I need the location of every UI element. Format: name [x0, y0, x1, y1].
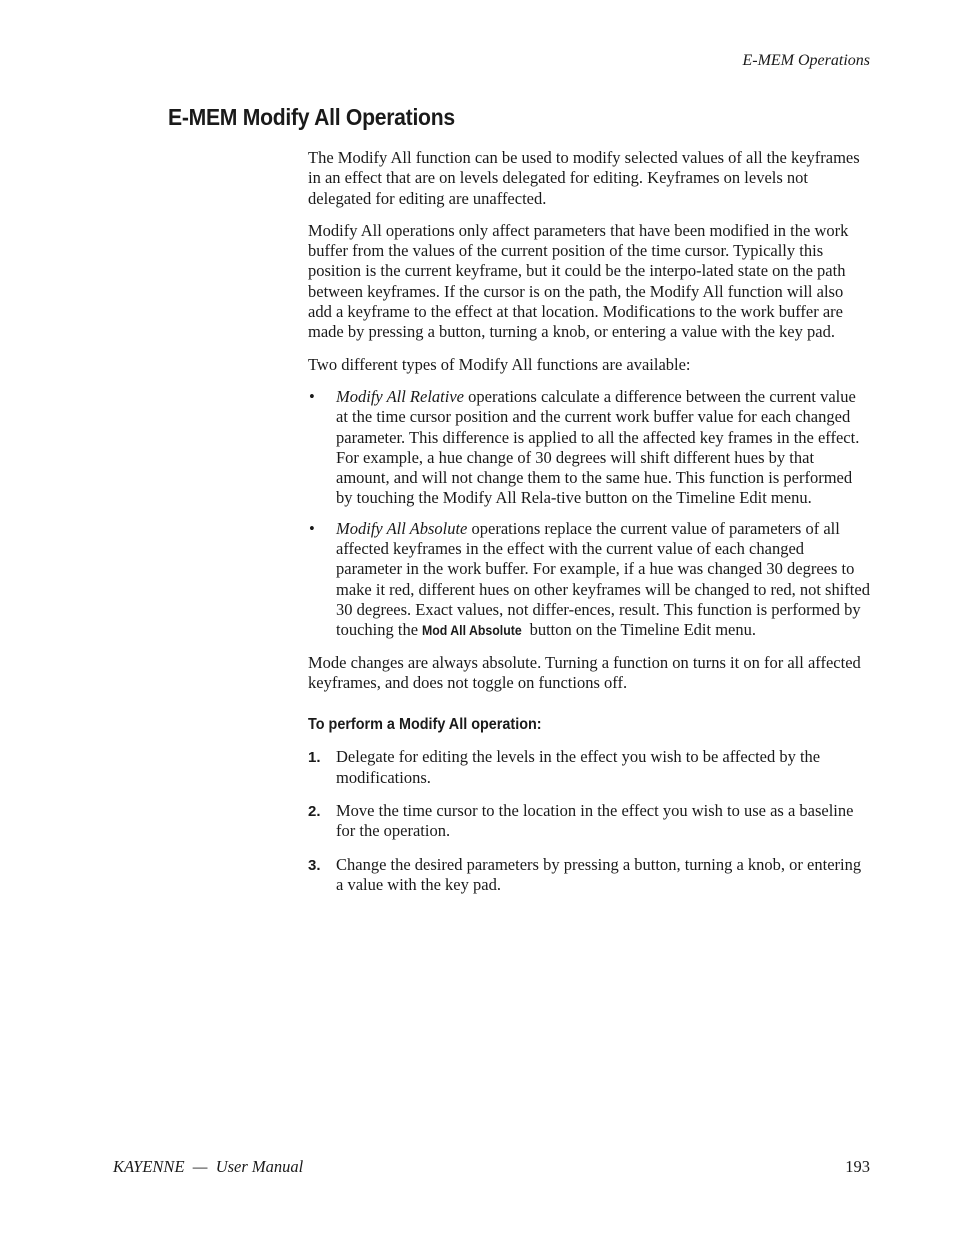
procedure-step: [308, 747, 870, 788]
bullet-marker: •: [309, 518, 315, 538]
bullet-marker: •: [309, 386, 315, 406]
section-title: E-MEM Modify All Operations: [168, 104, 455, 130]
running-header: E-MEM Operations: [742, 52, 870, 69]
step-text: Move the time cursor to the location in the effect you wish to use as a baseline for the operation.: [336, 801, 854, 841]
bullet-item: [308, 519, 870, 641]
body-text: [308, 148, 870, 908]
procedure-step: [308, 855, 870, 896]
paragraph: Two different types of Modify All functions are available:: [308, 354, 691, 374]
bullet-list: [308, 387, 870, 641]
step-number: 2.: [308, 803, 321, 821]
bullet-text-after: button on the Timeline Edit menu.: [525, 620, 756, 640]
step-number: 1.: [308, 749, 321, 767]
paragraph: Modify All operations only affect parameters that have been modified in the work buffer from the values of the current position of the time cursor. Typically this position is the current keyframe, but it could be the interpo-lated state on the path between keyframes. If the cursor is on the path, the Modify All function will also add a keyframe to the effect at that location. Modifications to the work buffer are made by pressing a button, turning a knob, or entering a value with the key pad.: [308, 220, 849, 342]
procedure-step: [308, 801, 870, 842]
bullet-text: operations replace the current value of parameters of all affected keyframes in the effect with the current value of each changed parameter in the work buffer. For example, if a hue was changed 30 degrees to make it red, different hues on other keyframes will be changed to red, not shifted 30 degrees. Exact values, not differ-ences, result. This function is performed by touching the: [336, 518, 870, 640]
bullet-item: [308, 387, 870, 509]
paragraph: Mode changes are always absolute. Turning a function on turns it on for all affected keyframes, and does not toggle on functions off.: [308, 652, 861, 692]
paragraph: The Modify All function can be used to modify selected values of all the keyframes in an effect that are on levels delegated for editing. Keyframes on levels not delegated for editing are unaffected.: [308, 148, 860, 208]
bullet-term: Modify All Relative: [336, 386, 464, 406]
step-number: 3.: [308, 856, 321, 874]
page-number: 193: [845, 1157, 870, 1176]
button-label-reference: Mod All Absolute: [422, 622, 522, 639]
footer-manual-title: KAYENNE — User Manual: [113, 1157, 304, 1176]
procedure-heading: To perform a Modify All operation:: [308, 716, 542, 734]
bullet-text: operations calculate a difference between the current value at the time cursor position and the current work buffer value for each changed parameter. This difference is applied to all the affected key frames in the effect. For example, a hue change of 30 degrees will shift different hues by that amount, and will not change them to the same hue. This function is performed by touching the Modify All Rela-tive button on the Timeline Edit menu.: [336, 386, 860, 508]
procedure-steps: [308, 747, 870, 895]
step-text: Delegate for editing the levels in the effect you wish to be affected by the modifications.: [336, 747, 821, 787]
bullet-term: Modify All Absolute: [336, 518, 468, 538]
step-text: Change the desired parameters by pressing a button, turning a knob, or entering a value with the key pad.: [336, 854, 862, 894]
